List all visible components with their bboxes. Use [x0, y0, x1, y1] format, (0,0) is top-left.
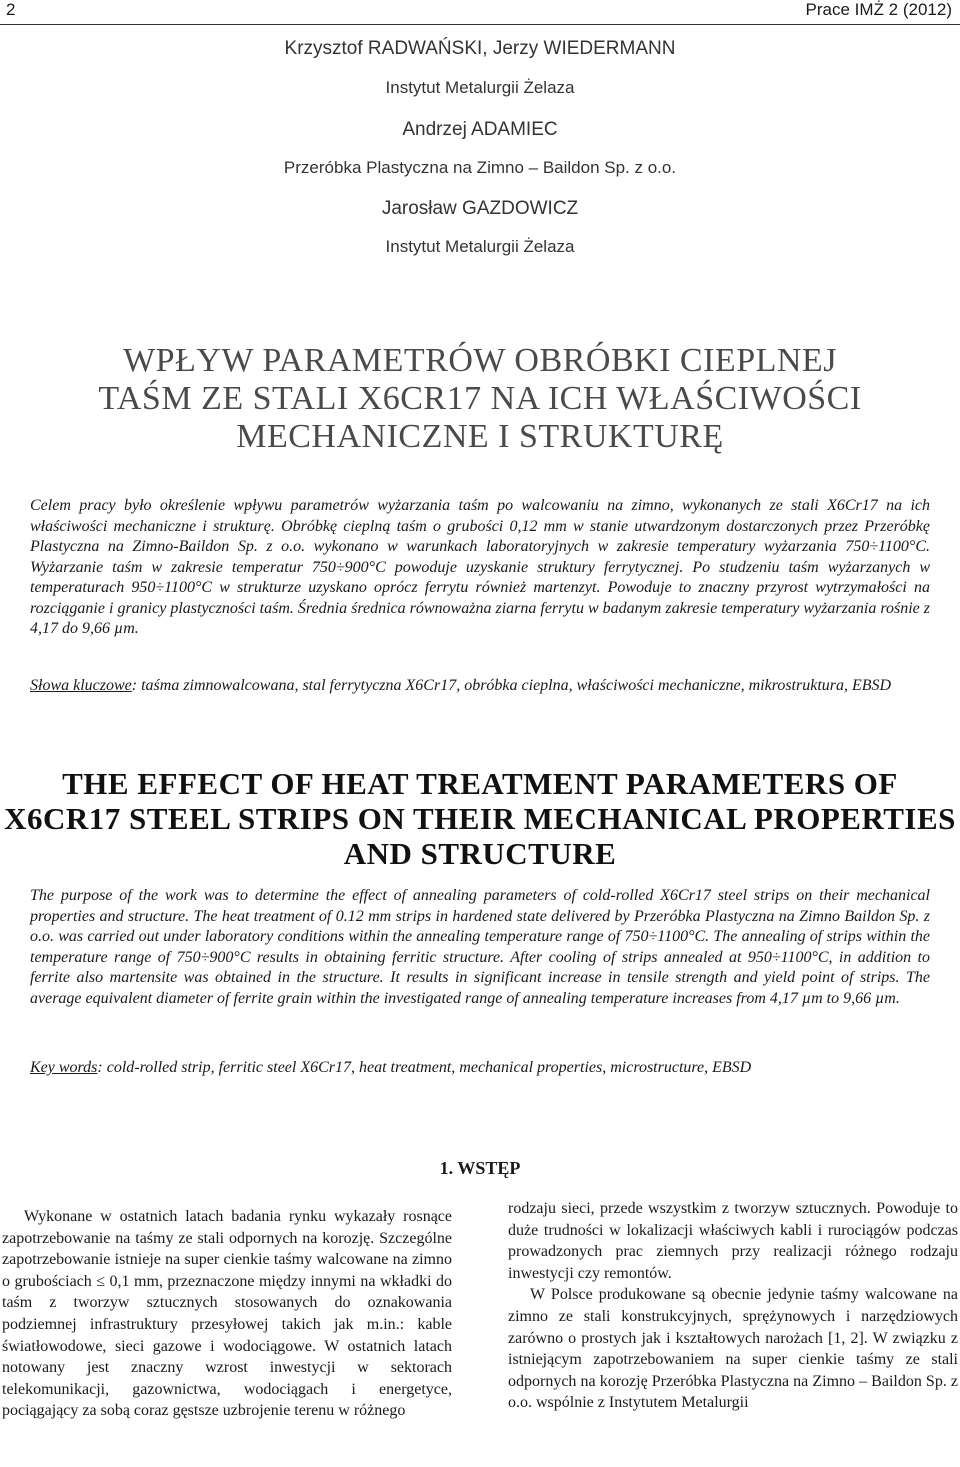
abstract-english: The purpose of the work was to determine the effect of annealing parameters of cold-rolled X6Cr17 steel strips on their mechanical properties and structure. The heat treatment of 0.12 mm strips in hardened state delivered by Przeróbka Plastyczna na Zimno Baildon Sp. z o.o. was carried out under laboratory conditions within the annealing temperature range of 750÷1100°C. The annealing of strips within the temperature range of 750÷900°C results in obtaining ferritic structure. After cooling of strips annealed at 950÷1100°C, in addition to ferrite also martensite was obtained in the structure. It results in significant increase in tensile strength and yield point of strips. The average equivalent diameter of ferrite grain within the investigated range of annealing temperature increases from 4,17 µm to 9,66 µm. — [30, 887, 930, 1007]
title-polish-line-3: MECHANICZNE I STRUKTURĘ — [236, 418, 724, 455]
authors-3: Jarosław GAZDOWICZ — [381, 198, 579, 219]
journal-reference: Prace IMŻ 2 (2012) — [805, 0, 952, 19]
institution-1: Instytut Metalurgii Żelaza — [385, 78, 575, 97]
header-rule — [0, 24, 960, 25]
page-header — [0, 0, 960, 30]
title-english-line-3: AND STRUCTURE — [343, 836, 617, 871]
title-polish-line-1: WPŁYW PARAMETRÓW OBRÓBKI CIEPLNEJ — [123, 342, 837, 379]
paragraph: rodzaju sieci, przede wszystkim z tworzyw sztucznych. Powoduje to duże trudności w lokalizacji właściwych kabli i rurociągów podczas prowadzonych prac ziemnych przy realizacji różnego rodzaju inwestycji czy remontów. — [508, 1200, 958, 1282]
institution-2: Przeróbka Plastyczna na Zimno – Baildon Sp. z o.o. — [283, 158, 677, 177]
authors-1: Krzysztof RADWAŃSKI, Jerzy WIEDERMANN — [284, 38, 676, 59]
title-english-line-2: X6CR17 STEEL STRIPS ON THEIR MECHANICAL PROPERTIES — [4, 801, 956, 836]
keywords-english — [30, 1058, 930, 1079]
title-english-line-1: THE EFFECT OF HEAT TREATMENT PARAMETERS OF — [62, 766, 898, 801]
title-english — [0, 766, 960, 871]
keywords-polish-text: : taśma zimnowalcowana, stal ferrytyczna X6Cr17, obróbka cieplna, właściwości mechaniczne, mikrostruktura, EBSD — [131, 677, 892, 694]
body-column-right — [508, 1198, 958, 1414]
abstract-polish: Celem pracy było określenie wpływu parametrów wyżarzania taśm po walcowaniu na zimno, wykonanych ze stali X6Cr17 na ich właściwości mechaniczne i strukturę. Obróbkę cieplną taśm o grubości 0,12 mm w stanie utwardzonym dostarczonych przez Przeróbkę Plastyczna na Zimno-Baildon Sp. z o.o. wykonano w warunkach laboratoryjnych w zakresie temperatury wyżarzania 750÷1100°C. Wyżarzanie taśm w zakresie temperatur 750÷900°C powoduje uzyskanie struktury ferrytycznej. Po studzeniu taśm wyżarzanych w temperaturach 950÷1100°C w strukturze uzyskano oprócz ferrytu również martenzyt. Powoduje to znaczny przyrost wytrzymałości na rozciąganie i granicy plastyczności taśm. Średnia średnica równoważna ziarna ferrytu w badanym zakresie temperatury wyżarzania rośnie z 4,17 do 9,66 µm. — [30, 497, 930, 637]
paragraph: Wykonane w ostatnich latach badania rynku wykazały rosnące zapotrzebowanie na taśmy ze stali odpornych na korozję. Szczególne zapotrzebowanie istnieje na super cienkie taśmy walcowane na zimno o grubościach ≤ 0,1 mm, przeznaczone między innymi na wkładki do taśm z tworzyw sztucznych stosowanych do oznakowania podziemnej infrastruktury przesyłowej takich jak m.in.: kable światłowodowe, sieci gazowe i wodociągowe. W ostatnich latach notowany jest znaczny wzrost inwestycji w sektorach telekomunikacji, gazownictwa, wodociągach i energetyce, pociągający za sobą coraz gęstsze uzbrojenie terenu w różnego — [2, 1208, 452, 1420]
keywords-polish — [30, 676, 930, 697]
keywords-polish-label: Słowa kluczowe — [30, 677, 132, 694]
keywords-english-label: Key words — [30, 1059, 98, 1076]
title-polish — [0, 342, 960, 456]
title-polish-line-2: TAŚM ZE STALI X6CR17 NA ICH WŁAŚCIWOŚCI — [98, 380, 862, 417]
authors-2: Andrzej ADAMIEC — [402, 119, 558, 140]
paragraph: W Polsce produkowane są obecnie jedynie taśmy walcowane na zimno ze stali konstrukcyjnych, sprężynowych i narzędziowych zarówno o prostych jak i kształtowych narożach [1, 2]. W związku z istniejącym zapotrzebowaniem na super cienkie taśmy ze stali odpornych na korozję Przeróbka Plastyczna na Zimno – Baildon Sp. z o.o. wspólnie z Instytutem Metalurgii — [508, 1286, 958, 1412]
body-column-left — [2, 1206, 452, 1422]
page-number: 2 — [6, 0, 16, 19]
institution-3: Instytut Metalurgii Żelaza — [385, 237, 575, 256]
keywords-english-text: : cold-rolled strip, ferritic steel X6Cr17, heat treatment, mechanical properties, microstructure, EBSD — [97, 1059, 752, 1076]
section-heading-introduction: 1. WSTĘP — [439, 1158, 521, 1178]
